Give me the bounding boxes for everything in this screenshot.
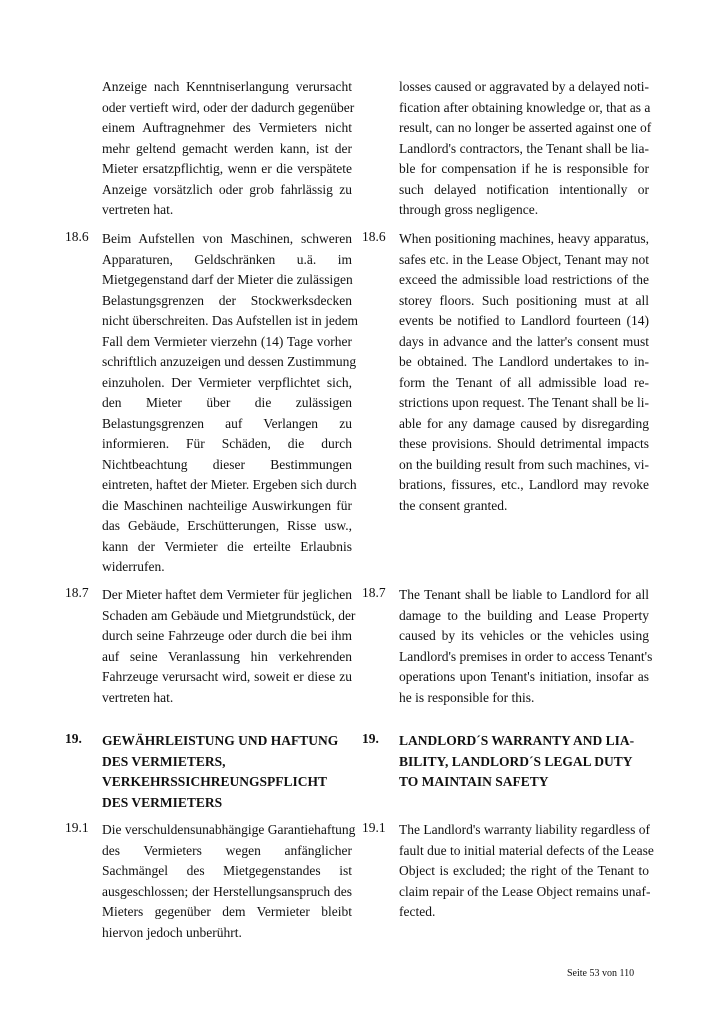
section-number: 18.6 bbox=[362, 229, 386, 244]
heading-text: LANDLORD´S WARRANTY AND LIA- BILITY, LANDLORD´S LEGAL DUTY TO MAINTAIN SAFETY bbox=[399, 733, 635, 789]
paragraph-text: Die verschuldensunabhängige Garantiehaftung des Vermieters wegen anfänglicher Sachmängel des Mietgegenstandes ist ausgeschlossen; der Herstellungsanspruch des Mieters gegenüber dem Vermieter bleibt hiervon jedoch unberührt. bbox=[102, 822, 356, 940]
section-number: 18.7 bbox=[65, 585, 89, 600]
paragraph-text: Anzeige nach Kenntniserlangung verursacht oder vertieft wird, oder der dadurch gegenüber einem Auftragnehmer des Vermieters nicht mehr geltend gemacht werden kann, ist der Mieter ersatzpflichtig, wenn er die verspätete Anzeige vorsätzlich oder grob fahrlässig zu vertreten hat. bbox=[102, 79, 355, 217]
section-number: 19. bbox=[362, 731, 379, 746]
page-number: Seite 53 von 110 bbox=[567, 968, 635, 979]
paragraph-text: The Landlord's warranty liability regardless of fault due to initial material defects of the Lease Object is excluded; the right of the Tenant to claim repair of the Lease Object remains unaf- fected. bbox=[399, 822, 654, 919]
section-number: 19. bbox=[65, 731, 82, 746]
paragraph-text: The Tenant shall be liable to Landlord for all damage to the building and Lease Property caused by its vehicles or the vehicles using Landlord's premises in order to access Tenant's operations upon Tenant's initiation, insofar as he is responsible for this. bbox=[399, 587, 653, 705]
paragraph-text: losses caused or aggravated by a delayed noti- fication after obtaining knowledge or, that as a result, can no longer be asserted against one of Landlord's contractors, the Tenant shall be lia- ble for compensation if he is responsible for such delayed notification intentionally or through gross negligence. bbox=[399, 79, 652, 217]
paragraph-text: Der Mieter haftet dem Vermieter für jeglichen Schaden am Gebäude und Mietgrundstück, der durch seine Fahrzeuge oder durch die bei ihm auf seine Veranlassung hin verkehrenden Fahrzeuge verursacht wird, soweit er diese zu vertreten hat. bbox=[102, 587, 356, 705]
section-number: 19.1 bbox=[362, 820, 386, 835]
paragraph-text: When positioning machines, heavy apparatus, safes etc. in the Lease Object, Tenant may not exceed the admissible load restrictions of the storey floors. Such positioning must at all events be notified to Landlord fourteen (14) days in advance and the latter's consent must be obtained. The Landlord undertakes to in- form the Tenant of all admissible load re- strictions upon request. The Tenant shall be li- able for any damage caused by disregarding these provisions. Should detrimental impacts on the building result from such machines, vi- brations, fissures, etc., Landlord may revoke the consent granted. bbox=[399, 231, 649, 513]
section-number: 18.7 bbox=[362, 585, 386, 600]
section-number: 18.6 bbox=[65, 229, 89, 244]
section-number: 19.1 bbox=[65, 820, 89, 835]
heading-text: GEWÄHRLEISTUNG UND HAFTUNG DES VERMIETERS, VERKEHRSSICHREUNGSPFLICHT DES VERMIETERS bbox=[102, 733, 339, 810]
paragraph-text: Beim Aufstellen von Maschinen, schweren Apparaturen, Geldschränken u.ä. im Mietgegenstand darf der Mieter die zulässigen Belastungsgrenzen der Stockwerksdecken nicht überschreiten. Das Aufstellen ist in jedem Fall dem Vermieter vierzehn (14) Tage vorher schriftlich anzuzeigen und dessen Zustimmung einzuholen. Der Vermieter verpflichtet sich, den Mieter über die zulässigen Belastungsgrenzen auf Verlangen zu informieren. Für Schäden, die durch Nichtbeachtung dieser Bestimmungen eintreten, haftet der Mieter. Ergeben sich durch die Maschinen nachteilige Auswirkungen für das Gebäude, Erschütterungen, Risse usw., kann der Vermieter die erteilte Erlaubnis widerrufen. bbox=[102, 231, 359, 574]
